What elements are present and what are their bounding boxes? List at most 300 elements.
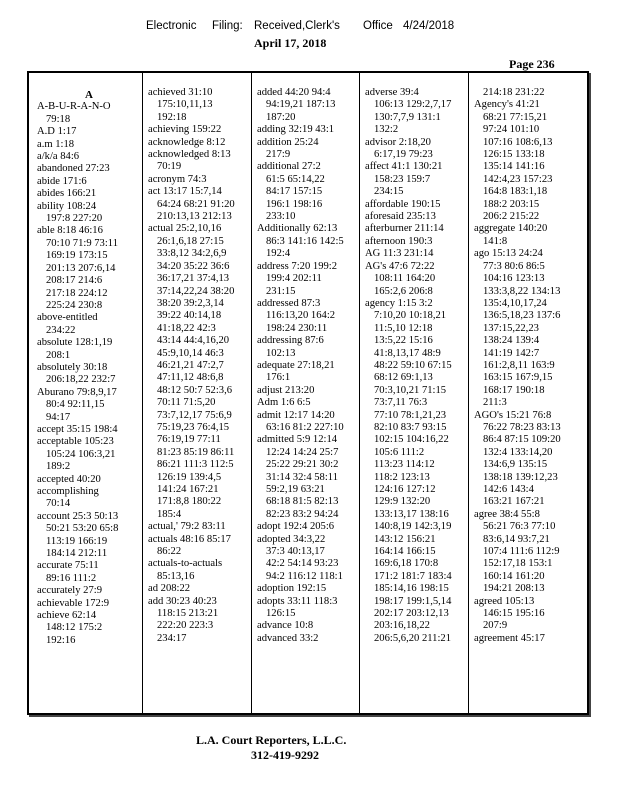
header-filing: Filing: xyxy=(212,20,243,32)
entry-page-refs: 33:8,12 34:2,6,9 xyxy=(157,248,227,260)
entry-page-refs: 196:1 198:16 xyxy=(266,198,323,210)
entry-page-refs: 47:11,12 48:6,8 xyxy=(157,372,224,384)
entry-term: AG's 47:6 72:22 xyxy=(365,260,435,272)
entry-term: accept 35:15 198:4 xyxy=(37,423,118,435)
index-entry xyxy=(365,199,469,211)
entry-page-refs: 77:10 78:1,21,23 xyxy=(374,409,447,421)
entry-term: Additionally 62:13 xyxy=(257,223,338,235)
entry-page-refs: 134:6,9 135:15 xyxy=(483,459,548,471)
entry-term: addressing 87:6 xyxy=(257,335,324,347)
entry-page-refs: 133:3,8,22 134:13 xyxy=(483,285,561,297)
entry-page-refs: 102:15 104:16,22 xyxy=(374,434,449,446)
entry-page-refs: 168:17 190:18 xyxy=(483,384,545,396)
entry-page-refs: 113:19 166:19 xyxy=(46,535,108,547)
entry-term: AGO's 15:21 76:8 xyxy=(474,409,552,421)
entry-term: aggregate 140:20 xyxy=(474,223,548,235)
entry-term: adopt 192:4 205:6 xyxy=(257,521,335,533)
index-entry xyxy=(474,596,578,633)
entry-page-refs: 160:14 161:20 xyxy=(483,570,545,582)
entry-term: advisor 2:18,20 xyxy=(365,136,431,148)
entry-page-refs: 140:8,19 142:3,19 xyxy=(374,521,452,533)
header-electronic: Electronic xyxy=(146,20,197,32)
entry-page-refs: 234:22 xyxy=(46,324,76,336)
index-entry xyxy=(474,410,578,509)
entry-page-refs: 222:20 223:3 xyxy=(157,620,214,632)
entry-page-refs: 202:17 203:12,13 xyxy=(374,608,449,620)
entry-page-refs: 171:2 181:7 183:4 xyxy=(374,570,452,582)
entry-page-refs: 84:17 157:15 xyxy=(266,186,323,198)
page-number: Page 236 xyxy=(509,57,555,71)
index-entry xyxy=(257,360,361,385)
entry-page-refs: 136:5,18,23 137:6 xyxy=(483,310,561,322)
index-entry xyxy=(37,101,141,126)
entry-term: addressed 87:3 xyxy=(257,297,321,309)
index-entry xyxy=(37,176,141,188)
index-entry xyxy=(365,161,469,198)
index-entry xyxy=(37,474,141,486)
entry-page-refs: 39:22 40:14,18 xyxy=(157,310,222,322)
entry-term: AG 11:3 231:14 xyxy=(365,248,434,260)
entry-page-refs: 82:10 83:7 93:15 xyxy=(374,421,447,433)
entry-term: acknowledge 8:12 xyxy=(148,136,226,148)
entry-page-refs: 59:2,19 63:21 xyxy=(266,484,325,495)
entry-page-refs: 64:24 68:21 91:20 xyxy=(157,198,235,210)
entry-page-refs: 210:13,13 212:13 xyxy=(157,211,232,223)
entry-page-refs: 76:22 78:23 83:13 xyxy=(483,421,561,433)
index-entry xyxy=(37,387,141,424)
entry-page-refs: 201:13 207:6,14 xyxy=(46,262,116,274)
entry-term: additional 27:2 xyxy=(257,161,321,173)
index-entry xyxy=(148,521,252,533)
entry-term: accurate 75:11 xyxy=(37,560,99,572)
index-entry xyxy=(37,424,141,436)
entry-term: actual,' 79:2 83:11 xyxy=(148,521,226,533)
column-divider xyxy=(142,73,143,713)
entry-term: add 30:23 40:23 xyxy=(148,595,217,607)
index-entry xyxy=(257,124,361,136)
entry-page-refs: 118:2 123:13 xyxy=(374,471,430,483)
index-entry xyxy=(257,137,361,162)
entry-page-refs: 124:16 127:12 xyxy=(374,484,436,495)
index-entry xyxy=(474,99,578,223)
entry-page-refs: 86:4 87:15 109:20 xyxy=(483,434,561,446)
entry-page-refs: 12:24 14:24 25:7 xyxy=(266,446,339,458)
header-date-line: April 17, 2018 xyxy=(254,36,327,50)
entry-page-refs: 68:21 77:15,21 xyxy=(483,111,548,123)
entry-page-refs: 63:16 81:2 227:10 xyxy=(266,421,344,433)
entry-term: adequate 27:18,21 xyxy=(257,359,335,371)
entry-page-refs: 171:8,8 180:22 xyxy=(157,496,222,508)
index-entry xyxy=(37,362,141,387)
entry-term: added 44:20 94:4 xyxy=(257,87,331,98)
entry-page-refs: 46:21,21 47:2,7 xyxy=(157,359,224,371)
entry-page-refs: 169:19 173:15 xyxy=(46,250,108,262)
entry-page-refs: 73:7,11 76:3 xyxy=(374,397,428,409)
index-column-3 xyxy=(257,87,361,707)
entry-page-refs: 37:14,22,24 38:20 xyxy=(157,285,235,297)
entry-page-refs: 107:16 108:6,13 xyxy=(483,136,553,148)
entry-term: actuals-to-actuals xyxy=(148,558,223,570)
entry-page-refs: 192:16 xyxy=(46,634,76,646)
entry-page-refs: 208:1 xyxy=(46,349,71,361)
entry-page-refs: 163:21 167:21 xyxy=(483,496,545,508)
index-column-1 xyxy=(37,87,141,707)
index-entry xyxy=(257,521,361,533)
index-entry xyxy=(257,410,361,435)
entry-page-refs: 68:12 69:1,13 xyxy=(374,372,433,384)
entry-term: admit 12:17 14:20 xyxy=(257,409,335,421)
entry-page-refs: 158:23 159:7 xyxy=(374,173,431,185)
entry-page-refs: 137:15,22,23 xyxy=(483,322,539,334)
entry-page-refs: 36:17,21 37:4,13 xyxy=(157,273,230,285)
entry-term: adjust 213:20 xyxy=(257,384,315,396)
entry-term: agency 1:15 3:2 xyxy=(365,297,433,309)
entry-page-refs: 133:13,17 138:16 xyxy=(374,508,449,520)
index-entry xyxy=(37,163,141,175)
entry-page-refs: 105:24 106:3,21 xyxy=(46,448,116,460)
index-entry xyxy=(37,225,141,312)
entry-page-refs: 206:18,22 232:7 xyxy=(46,374,116,386)
entry-page-refs: 106:13 129:2,7,17 xyxy=(374,99,452,111)
index-frame xyxy=(27,71,589,715)
entry-page-refs: 176:1 xyxy=(266,372,291,384)
entry-page-refs: 79:18 xyxy=(46,113,71,125)
index-entry xyxy=(257,223,361,260)
entry-page-refs: 108:11 164:20 xyxy=(374,273,436,285)
entry-page-refs: 6:17,19 79:23 xyxy=(374,149,433,161)
entry-term: absolutely 30:18 xyxy=(37,361,108,373)
entry-page-refs: 135:4,10,17,24 xyxy=(483,297,547,309)
entry-page-refs: 185:14,16 198:15 xyxy=(374,583,449,595)
entry-term: agreed 105:13 xyxy=(474,595,535,607)
entry-page-refs: 141:8 xyxy=(483,235,508,247)
entry-term: advanced 33:2 xyxy=(257,632,319,644)
index-entry xyxy=(474,633,578,645)
entry-page-refs: 169:6,18 170:8 xyxy=(374,558,439,570)
entry-page-refs: 234:17 xyxy=(157,632,187,644)
index-entry xyxy=(37,598,141,610)
entry-term: ability 108:24 xyxy=(37,200,97,212)
entry-page-refs: 135:14 141:16 xyxy=(483,161,545,173)
entry-page-refs: 138:24 139:4 xyxy=(483,335,540,347)
index-entry xyxy=(148,149,252,174)
entry-term: afterburner 211:14 xyxy=(365,223,444,235)
entry-term: A-B-U-R-A-N-O xyxy=(37,101,111,113)
entry-term: abandoned 27:23 xyxy=(37,163,110,175)
entry-page-refs: 107:4 111:6 112:9 xyxy=(483,546,560,558)
entry-page-refs: 70:10 71:9 73:11 xyxy=(46,237,118,249)
entry-page-refs: 77:3 80:6 86:5 xyxy=(483,260,545,272)
entry-page-refs: 38:20 39:2,3,14 xyxy=(157,297,224,309)
entry-page-refs: 207:9 xyxy=(483,620,508,632)
entry-term: actual 25:2,10,16 xyxy=(148,223,222,235)
entry-page-refs: 143:12 156:21 xyxy=(374,533,436,545)
entry-term: adopts 33:11 118:3 xyxy=(257,595,338,607)
index-entry xyxy=(148,223,252,521)
index-entry xyxy=(37,511,141,561)
index-entry xyxy=(257,335,361,360)
entry-page-refs: 75:19,23 76:4,15 xyxy=(157,421,230,433)
header-received: Received,Clerk's xyxy=(254,20,340,32)
entry-page-refs: 26:1,6,18 27:15 xyxy=(157,235,224,247)
index-entry xyxy=(257,298,361,335)
index-entry xyxy=(257,385,361,397)
entry-term: a/k/a 84:6 xyxy=(37,151,80,163)
entry-page-refs: 208:17 214:6 xyxy=(46,275,103,287)
entry-page-refs: 217:18 224:12 xyxy=(46,287,108,299)
entry-page-refs: 197:8 227:20 xyxy=(46,213,103,225)
entry-page-refs: 132:4 133:14,20 xyxy=(483,446,553,458)
entry-page-refs: 206:2 215:22 xyxy=(483,211,540,223)
index-entry xyxy=(365,298,469,645)
entry-page-refs: 152:17,18 153:1 xyxy=(483,558,553,570)
entry-page-refs: 132:2 xyxy=(374,124,399,136)
index-entry xyxy=(257,620,361,632)
entry-term: admitted 5:9 12:14 xyxy=(257,434,338,446)
index-entry xyxy=(257,434,361,521)
index-entry xyxy=(37,201,141,226)
entry-term: able 8:18 46:16 xyxy=(37,225,103,237)
index-entry xyxy=(474,223,578,248)
entry-page-refs: 141:19 142:7 xyxy=(483,347,540,359)
entry-page-refs: 94:2 116:12 118:1 xyxy=(266,570,343,582)
entry-page-refs: 61:5 65:14,22 xyxy=(266,173,325,185)
entry-term: adoption 192:15 xyxy=(257,583,327,595)
index-entry xyxy=(37,610,141,647)
entry-page-refs: 198:24 230:11 xyxy=(266,322,328,334)
entry-page-refs: 141:24 167:21 xyxy=(157,484,219,495)
entry-page-refs: 76:19,19 77:11 xyxy=(157,434,221,446)
index-entry xyxy=(148,583,252,595)
entry-term: adopted 34:3,22 xyxy=(257,533,326,545)
entry-page-refs: 83:6,14 93:7,21 xyxy=(483,533,550,545)
entry-page-refs: 142:6 143:4 xyxy=(483,484,534,495)
entry-page-refs: 34:20 35:22 36:6 xyxy=(157,260,230,272)
entry-term: Adm 1:6 6:5 xyxy=(257,397,311,409)
entry-term: act 13:17 15:7,14 xyxy=(148,186,222,198)
entry-page-refs: 41:18,22 42:3 xyxy=(157,322,216,334)
entry-term: abide 171:6 xyxy=(37,175,87,187)
entry-term: account 25:3 50:13 xyxy=(37,510,119,522)
index-entry xyxy=(148,558,252,583)
index-entry xyxy=(37,151,141,163)
entry-page-refs: 97:24 101:10 xyxy=(483,124,540,136)
entry-page-refs: 41:8,13,17 48:9 xyxy=(374,347,441,359)
entry-term: aforesaid 235:13 xyxy=(365,211,436,223)
index-entry xyxy=(148,186,252,223)
entry-page-refs: 199:4 202:11 xyxy=(266,273,322,285)
entry-term: achieved 31:10 xyxy=(148,87,213,98)
entry-page-refs: 70:3,10,21 71:15 xyxy=(374,384,447,396)
index-entry xyxy=(37,560,141,585)
entry-page-refs: 198:17 199:1,5,14 xyxy=(374,595,452,607)
index-entry xyxy=(474,509,578,596)
index-entry xyxy=(365,223,469,235)
entry-page-refs: 104:16 123:13 xyxy=(483,273,545,285)
entry-page-refs: 70:19 xyxy=(157,161,182,173)
section-letter: A xyxy=(85,89,93,101)
entry-continuation: 214:18 231:22 xyxy=(483,87,545,98)
entry-term: agreement 45:17 xyxy=(474,632,545,644)
entry-page-refs: 81:23 85:19 86:11 xyxy=(157,446,235,458)
entry-page-refs: 130:7,7,9 131:1 xyxy=(374,111,441,123)
entry-page-refs: 25:22 29:21 30:2 xyxy=(266,459,339,471)
entry-term: achievable 172:9 xyxy=(37,597,110,609)
index-entry xyxy=(257,397,361,409)
entry-term: above-entitled xyxy=(37,312,98,324)
entry-term: adverse 39:4 xyxy=(365,87,419,98)
entry-page-refs: 189:2 xyxy=(46,461,71,473)
footer-company: L.A. Court Reporters, L.L.C. xyxy=(196,733,347,747)
entry-page-refs: 94:19,21 187:13 xyxy=(266,99,336,111)
entry-term: Aburano 79:8,9,17 xyxy=(37,386,117,398)
entry-page-refs: 163:15 167:9,15 xyxy=(483,372,553,384)
index-entry xyxy=(37,436,141,473)
entry-page-refs: 89:16 111:2 xyxy=(46,572,97,584)
index-entry xyxy=(148,87,252,124)
entry-term: affect 41:1 130:21 xyxy=(365,161,443,173)
entry-page-refs: 86:21 111:3 112:5 xyxy=(157,459,234,471)
index-entry xyxy=(148,174,252,186)
entry-term: acknowledged 8:13 xyxy=(148,149,231,161)
entry-page-refs: 206:5,6,20 211:21 xyxy=(374,632,452,644)
index-entry xyxy=(365,236,469,248)
index-entry xyxy=(257,596,361,621)
index-entry xyxy=(37,312,141,337)
entry-page-refs: 45:9,10,14 46:3 xyxy=(157,347,224,359)
entry-term: accomplishing xyxy=(37,486,99,497)
entry-page-refs: 129:9 132:20 xyxy=(374,496,431,508)
index-entry xyxy=(257,261,361,298)
index-column-2 xyxy=(148,87,252,707)
entry-page-refs: 175:10,11,13 xyxy=(157,99,213,111)
entry-page-refs: 86:3 141:16 142:5 xyxy=(266,235,344,247)
index-entry xyxy=(365,261,469,298)
entry-term: ad 208:22 xyxy=(148,583,191,595)
entry-term: ago 15:13 24:24 xyxy=(474,248,543,260)
entry-term: absolute 128:1,19 xyxy=(37,337,113,349)
entry-page-refs: 192:4 xyxy=(266,248,291,260)
entry-page-refs: 102:13 xyxy=(266,347,296,359)
index-entry xyxy=(148,124,252,136)
entry-term: achieve 62:14 xyxy=(37,610,97,622)
entry-term: acronym 74:3 xyxy=(148,173,207,185)
entry-page-refs: 70:11 71:5,20 xyxy=(157,397,216,409)
index-entry xyxy=(37,486,141,511)
entry-page-refs: 80:4 92:11,15 xyxy=(46,399,105,411)
entry-page-refs: 211:3 xyxy=(483,397,507,409)
entry-page-refs: 231:15 xyxy=(266,285,296,297)
entry-term: afternoon 190:3 xyxy=(365,235,433,247)
index-entry xyxy=(365,248,469,260)
entry-page-refs: 70:14 xyxy=(46,498,71,510)
index-entry xyxy=(257,633,361,645)
entry-term: acceptable 105:23 xyxy=(37,436,114,448)
index-entry xyxy=(257,583,361,595)
entry-term: adding 32:19 43:1 xyxy=(257,124,335,136)
entry-page-refs: 148:12 175:2 xyxy=(46,622,103,634)
entry-page-refs: 56:21 76:3 77:10 xyxy=(483,521,556,533)
entry-page-refs: 86:22 xyxy=(157,546,182,558)
entry-page-refs: 82:23 83:2 94:24 xyxy=(266,508,339,520)
index-entry xyxy=(37,188,141,200)
index-entry xyxy=(37,139,141,151)
entry-page-refs: 192:18 xyxy=(157,111,187,123)
index-column-5 xyxy=(474,87,578,707)
entry-page-refs: 188:2 203:15 xyxy=(483,198,540,210)
entry-term: addition 25:24 xyxy=(257,136,319,148)
index-entry xyxy=(37,585,141,597)
entry-page-refs: 164:8 183:1,18 xyxy=(483,186,548,198)
index-entry xyxy=(257,87,361,124)
entry-term: Agency's 41:21 xyxy=(474,99,540,111)
entry-page-refs: 234:15 xyxy=(374,186,404,198)
index-entry xyxy=(365,137,469,162)
header-office: Office xyxy=(363,20,393,32)
entry-page-refs: 118:15 213:21 xyxy=(157,608,219,620)
entry-term: abides 166:21 xyxy=(37,188,97,200)
entry-page-refs: 7:10,20 10:18,21 xyxy=(374,310,447,322)
index-entry xyxy=(257,534,361,584)
entry-page-refs: 187:20 xyxy=(266,111,296,123)
entry-page-refs: 37:3 40:13,17 xyxy=(266,546,325,558)
entry-page-refs: 48:22 59:10 67:15 xyxy=(374,359,452,371)
entry-page-refs: 146:15 195:16 xyxy=(483,608,545,620)
index-entry xyxy=(474,248,578,409)
entry-page-refs: 161:2,8,11 163:9 xyxy=(483,359,555,371)
entry-page-refs: 42:2 54:14 93:23 xyxy=(266,558,339,570)
entry-page-refs: 116:13,20 164:2 xyxy=(266,310,336,322)
entry-page-refs: 126:19 139:4,5 xyxy=(157,471,222,483)
entry-page-refs: 185:4 xyxy=(157,508,182,520)
entry-page-refs: 85:13,16 xyxy=(157,570,195,582)
entry-page-refs: 233:10 xyxy=(266,211,296,223)
index-entry xyxy=(37,126,141,138)
index-entry xyxy=(148,137,252,149)
index-entry xyxy=(148,534,252,559)
entry-term: A.D 1:17 xyxy=(37,126,77,138)
entry-page-refs: 113:23 114:12 xyxy=(374,459,435,471)
entry-page-refs: 68:18 81:5 82:13 xyxy=(266,496,339,508)
header-filed-date: 4/24/2018 xyxy=(403,20,455,32)
entry-page-refs: 203:16,18,22 xyxy=(374,620,430,632)
footer-phone: 312-419-9292 xyxy=(251,748,319,762)
entry-page-refs: 48:12 50:7 52:3,6 xyxy=(157,384,233,396)
entry-term: accurately 27:9 xyxy=(37,585,103,597)
entry-page-refs: 217:9 xyxy=(266,149,291,161)
entry-page-refs: 126:15 xyxy=(266,608,296,620)
entry-term: actuals 48:16 85:17 xyxy=(148,533,231,545)
entry-term: address 7:20 199:2 xyxy=(257,260,338,272)
index-entry xyxy=(148,596,252,646)
entry-page-refs: 94:17 xyxy=(46,411,71,423)
entry-term: agree 38:4 55:8 xyxy=(474,508,540,520)
index-entry xyxy=(474,87,578,99)
entry-page-refs: 13:5,22 15:16 xyxy=(374,335,433,347)
entry-page-refs: 165:2,6 206:8 xyxy=(374,285,433,297)
index-entry xyxy=(365,211,469,223)
index-entry xyxy=(365,87,469,137)
entry-page-refs: 105:6 111:2 xyxy=(374,446,425,458)
entry-term: a.m 1:18 xyxy=(37,138,75,150)
entry-page-refs: 184:14 212:11 xyxy=(46,548,108,560)
entry-page-refs: 31:14 32:4 58:11 xyxy=(266,471,338,483)
index-entry xyxy=(37,337,141,362)
entry-term: accepted 40:20 xyxy=(37,473,101,485)
entry-page-refs: 142:4,23 157:23 xyxy=(483,173,553,185)
entry-page-refs: 225:24 230:8 xyxy=(46,299,103,311)
entry-page-refs: 11:5,10 12:18 xyxy=(374,322,433,334)
